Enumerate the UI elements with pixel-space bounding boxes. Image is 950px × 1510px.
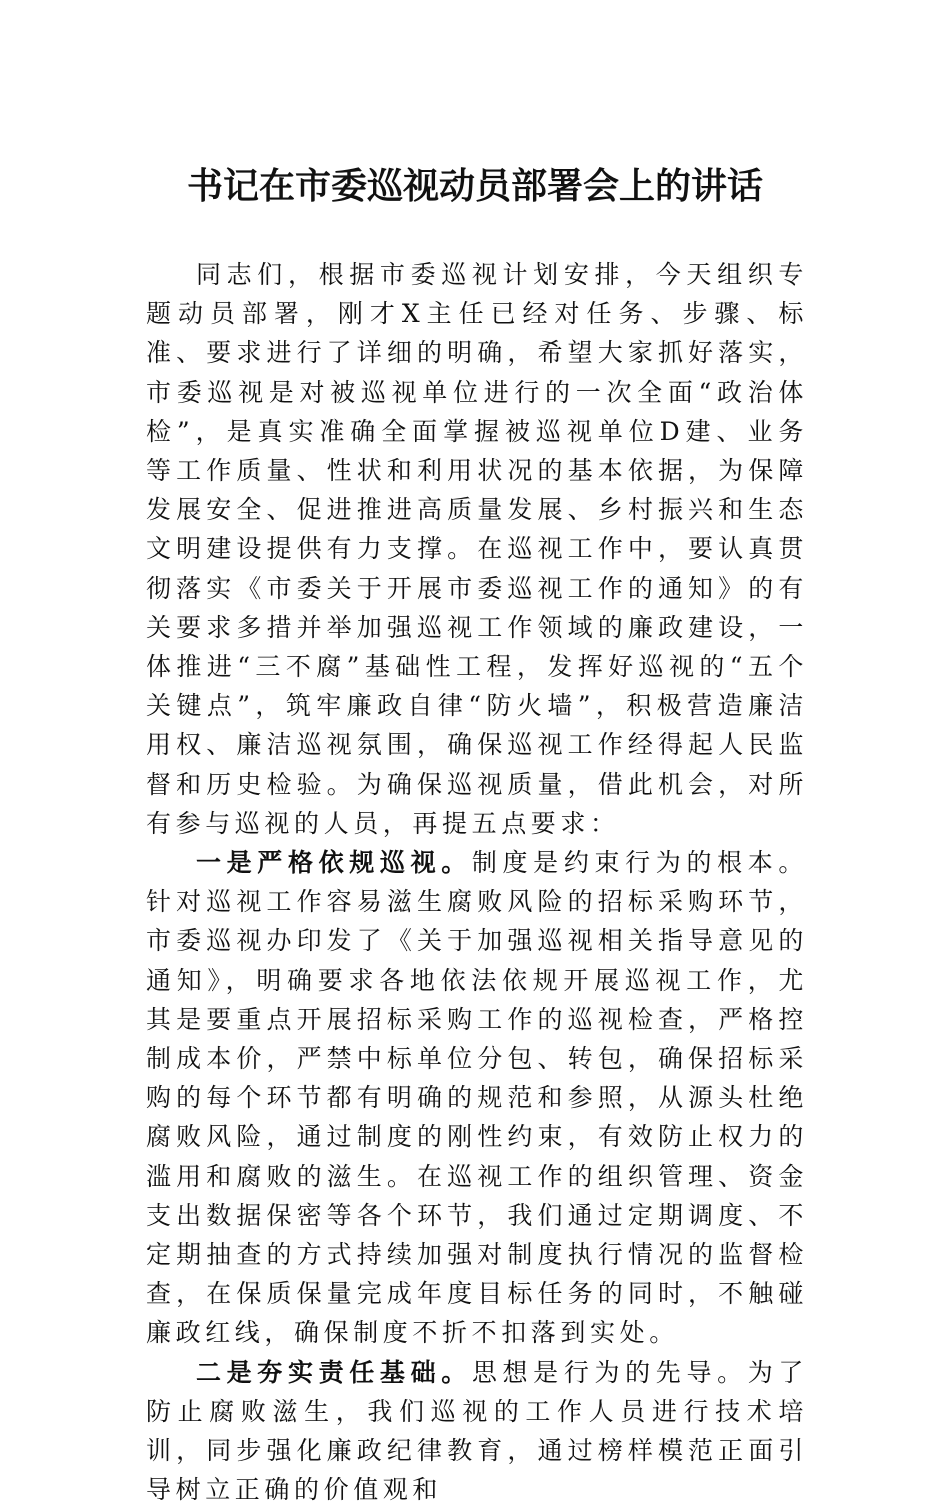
paragraph-point-one bbox=[146, 843, 808, 1353]
paragraph-intro bbox=[146, 255, 808, 843]
document-body bbox=[146, 255, 808, 1510]
paragraph-point-two-text: 思想是行为的先导。为了防止腐败滋生，我们巡视的工作人员进行技术培训，同步强化廉政纪律教育，通过榜样模范正面引导树立正确的价值观和 bbox=[146, 1357, 808, 1505]
paragraph-point-one-text: 制度是约束行为的根本。针对巡视工作容易滋生腐败风险的招标采购环节，市委巡视办印发了《关于加强巡视相关指导意见的通知》，明确要求各地依法依规开展巡视工作，尤其是要重点开展招标采购工作的巡视检查，严格控制成本价，严禁中标单位分包、转包，确保招标采购的每个环节都有明确的规范和参照，从源头杜绝腐败风险，通过制度的刚性约束，有效防止权力的滥用和腐败的滋生。在巡视工作的组织管理、资金支出数据保密等各个环节，我们通过定期调度、不定期抽查的方式持续加强对制度执行情况的监督检查，在保质保量完成年度目标任务的同时，不触碰廉政红线，确保制度不折不扣落到实处。 bbox=[146, 848, 808, 1348]
paragraph-point-two bbox=[146, 1353, 808, 1510]
paragraph-intro-text: 同志们，根据市委巡视计划安排，今天组织专题动员部署，刚才X主任已经对任务、步骤、标准、要求进行了详细的明确，希望大家抓好落实，市委巡视是对被巡视单位进行的一次全面“政治体检”，是真实准确全面掌握被巡视单位D建、业务等工作质量、性状和利用状况的基本依据，为保障发展安全、促进推进高质量发展、乡村振兴和生态文明建设提供有力支撑。在巡视工作中，要认真贯彻落实《市委关于开展市委巡视工作的通知》的有关要求多措并举加强巡视工作领域的廉政建设，一体推进“三不腐”基础性工程，发挥好巡视的“五个关键点”，筑牢廉政自律“防火墙”，积极营造廉洁用权、廉洁巡视氛围，确保巡视工作经得起人民监督和历史检验。为确保巡视质量，借此机会，对所有参与巡视的人员，再提五点要求： bbox=[146, 260, 808, 838]
document-title: 书记在市委巡视动员部署会上的讲话 bbox=[186, 165, 763, 207]
paragraph-point-two-heading: 二是夯实责任基础。 bbox=[196, 1357, 472, 1387]
paragraph-point-one-heading: 一是严格依规巡视。 bbox=[196, 848, 472, 878]
